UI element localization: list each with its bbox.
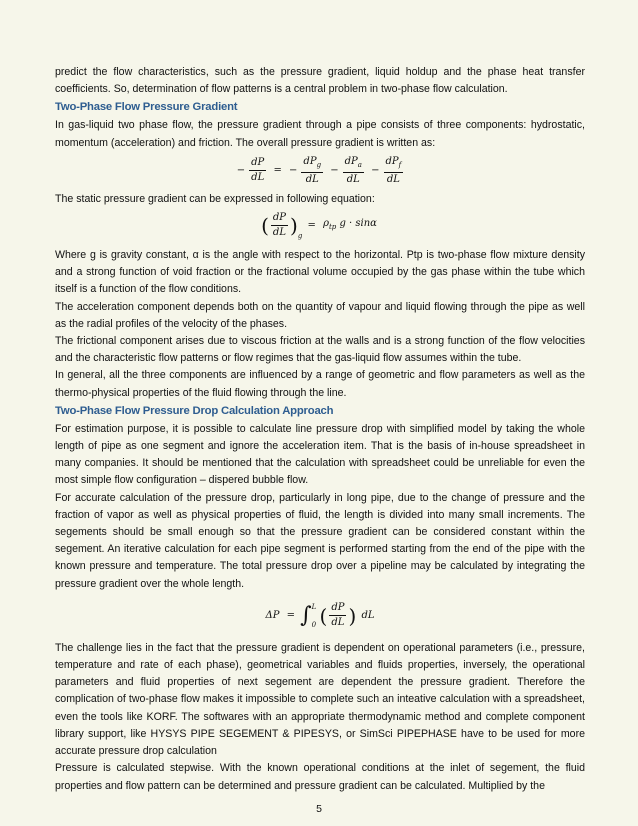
eq-symbol: g · sinα <box>339 218 377 230</box>
eq-subscript: g <box>316 160 322 169</box>
eq-integral-limits <box>312 598 317 634</box>
eq-equals: = <box>273 164 282 176</box>
eq-equals: = <box>286 609 296 621</box>
heading-calculation-approach: Two-Phase Flow Pressure Drop Calculation Approach <box>55 404 334 417</box>
eq-fraction-friction <box>384 155 404 187</box>
eq-symbol: dP <box>344 155 358 167</box>
heading-pressure-gradient: Two-Phase Flow Pressure Gradient <box>55 101 238 114</box>
equation-static-gradient <box>55 208 585 247</box>
eq-symbol: dP <box>303 155 317 167</box>
eq-denominator: dL <box>331 617 345 629</box>
eq-fraction-hydrostatic <box>301 155 323 187</box>
eq-rhs <box>323 218 377 232</box>
paragraph-static-gradient: The static pressure gradient can be expressed in following equation: <box>55 192 375 205</box>
eq-integral-sign: ∫ <box>300 602 312 628</box>
eq-open-paren: ( <box>261 213 269 238</box>
eq-minus-sign: − <box>236 164 246 176</box>
page-content <box>55 64 585 795</box>
eq-fraction <box>329 601 346 630</box>
eq-denominator: dL <box>251 172 265 184</box>
eq-numerator: dP <box>271 211 288 226</box>
paragraph-friction: The frictional component arises due to viscous friction at the walls and is a strong function of the flow velocities and the characteristic flow patterns or flow regimes that the gas-liquid flow assumes within the tube. <box>55 335 585 365</box>
eq-subscript: tp <box>328 223 337 232</box>
eq-numerator: dP <box>249 156 266 171</box>
eq-numerator: dP <box>329 601 346 616</box>
eq-minus-sign: − <box>289 164 298 176</box>
eq-denominator: dL <box>386 173 400 185</box>
equation-total-pressure-drop <box>55 593 585 640</box>
eq-minus-sign: − <box>371 164 380 176</box>
eq-lower-limit: 0 <box>311 620 317 629</box>
paragraph-estimation: For estimation purpose, it is possible to calculate line pressure drop with simplified model by taking the whole length of pipe as one segment and ignore the acceleration item. That is the basis of in-house spreadsheet in many companies. It should be mentioned that the calculation with spreadsheet could be unreliable for even the most simple flow configuration – dispered bubble flow. <box>55 422 585 487</box>
eq-denominator: dL <box>305 173 319 185</box>
page-number: 5 <box>316 803 322 815</box>
paragraph-flow-patterns: predict the flow characteristics, such as the pressure gradient, liquid holdup and the phase heat transfer coefficients. So, determination of flow patterns is a central problem in two-phase flow calculation. <box>55 66 585 96</box>
paragraph-accurate-calculation: For accurate calculation of the pressure drop, particularly in long pipe, due to the change of pressure and the fraction of vapor as well as physical properties of fluid, the length is divided into many small increments. The segements should be small enough so that the pressure gradient can be considered constant within the segement. An iterative calculation for each pipe segment is performed starting from the end of the pipe with the known pressure and temperature. The total pressure drop over a pipeline may be calculated by integrating the pressure gradient over the whole length. <box>55 491 585 590</box>
eq-numerator <box>384 155 404 173</box>
eq-close-paren: ) <box>348 603 357 628</box>
eq-subscript: g <box>297 232 303 241</box>
eq-fraction <box>271 211 288 240</box>
eq-equals: = <box>307 219 316 231</box>
eq-symbol: dL <box>361 609 375 621</box>
paragraph-stepwise: Pressure is calculated stepwise. With the known operational conditions at the inlet of segement, the fluid properties and flow pattern can be determined and pressure gradient can be calculated. Multiplied by the <box>55 762 585 792</box>
paragraph-gravity-definition: Where g is gravity constant, α is the angle with respect to the horizontal. Ptp is two-phase flow mixture density and a strong function of void fraction or the fractional volume occupied by the gas phase within the tube which itself is a function of the flow conditions. <box>55 249 585 296</box>
eq-subscript: f <box>398 160 402 169</box>
eq-symbol: ΔP <box>265 609 280 621</box>
eq-numerator <box>343 155 364 173</box>
eq-subscript: a <box>357 160 362 169</box>
paragraph-challenge: The challenge lies in the fact that the pressure gradient is dependent on operational parameters (i.e., pressure, temperature and rate of each phase), geometrical variables and fluids properties, inversely, the operational parameters and fluid properties of next segement are dependent the pressure gradient. Therefore the complication of two-phase flow makes it impossible to complete such an inteative calculation with a spreadsheet, even the tools like KORF. The softwares with an appropriate thermodynamic method and complete component library support, like HYSYS PIPE SEGEMENT & PIPESYS, or SimSci PIPEPHASE have to be used for more accurate pressure drop calculation <box>55 641 585 758</box>
paragraph-general: In general, all the three components are influenced by a range of geometric and flow parameters as well as the thermo-physical properties of the fluid flowing through the line. <box>55 369 585 399</box>
eq-symbol: ρ <box>323 218 329 230</box>
paragraph-gradient-components: In gas-liquid two phase flow, the pressure gradient through a pipe consists of three components: hydrostatic, momentum (acceleration) and friction. The overall pressure gradient is written as: <box>55 119 585 149</box>
eq-symbol: dP <box>385 155 399 167</box>
eq-denominator: dL <box>346 173 360 185</box>
eq-minus-sign: − <box>330 164 339 176</box>
eq-upper-limit: L <box>311 602 317 611</box>
eq-numerator <box>301 155 323 173</box>
eq-denominator: dL <box>272 227 286 239</box>
eq-close-paren: ) <box>290 213 298 238</box>
eq-fraction <box>249 156 266 185</box>
paragraph-acceleration: The acceleration component depends both on the quantity of vapour and liquid flowing through the pipe as well as the radial profiles of the velocity of the phases. <box>55 300 585 330</box>
eq-fraction-acceleration <box>343 155 364 187</box>
eq-open-paren: ( <box>319 603 328 628</box>
equation-overall-gradient <box>55 152 585 191</box>
